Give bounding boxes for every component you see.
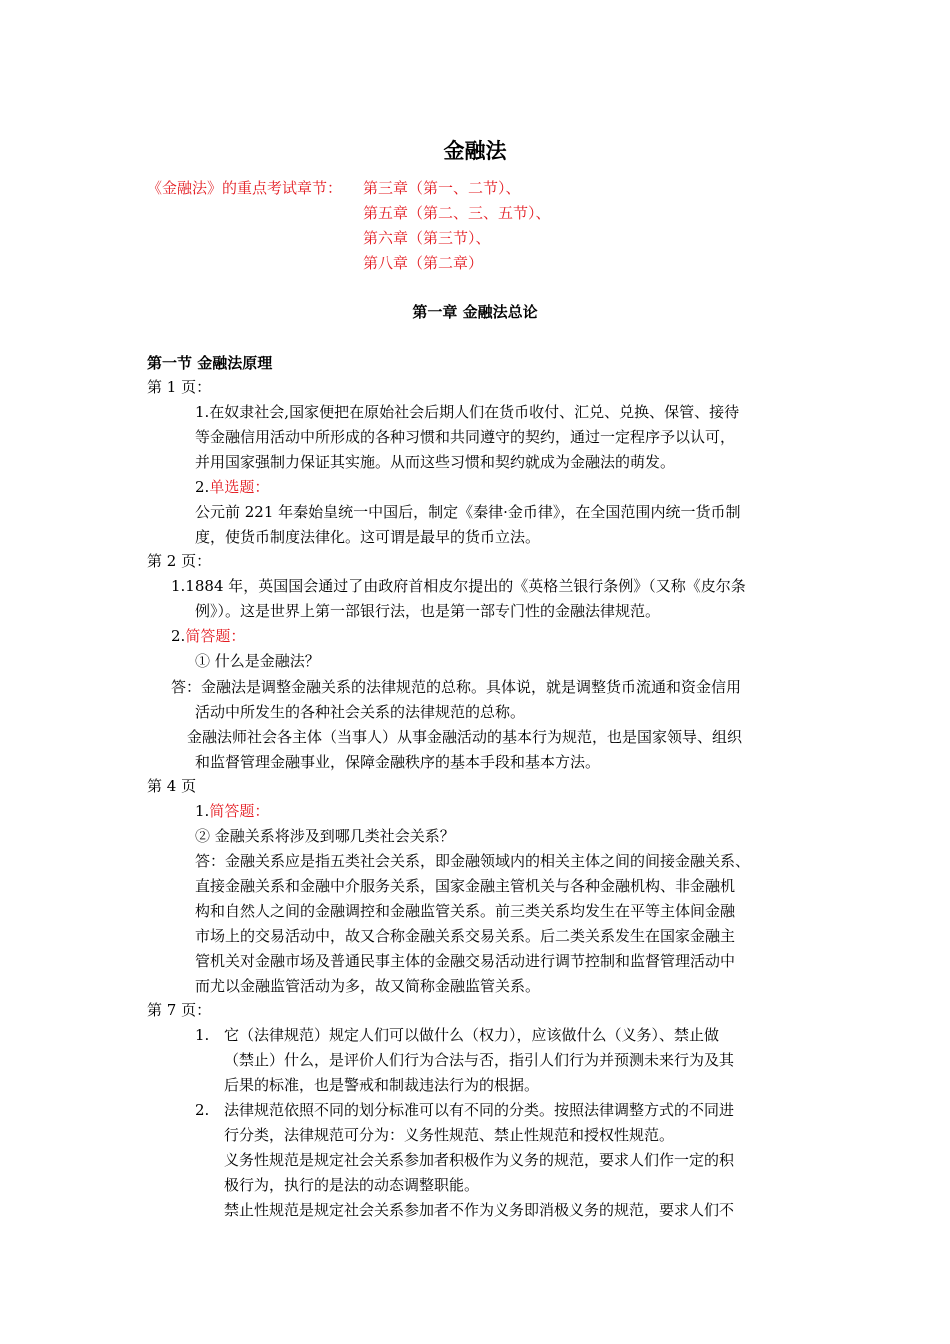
exam-focus-item: 第三章（第一、二节）、 <box>363 179 521 197</box>
question-type-tag: 简答题： <box>209 802 270 820</box>
answer-line: 市场上的交易活动中，故又合称金融关系交易关系。后二类关系发生在国家金融主 <box>195 927 736 945</box>
exam-focus-label: 《金融法》的重点考试章节： <box>147 179 343 197</box>
paragraph-line: 等金融信用活动中所形成的各种习惯和共同遵守的契约，通过一定程序予以认可， <box>195 428 736 446</box>
paragraph-line: 后果的标准，也是警戒和制裁违法行为的根据。 <box>224 1076 540 1094</box>
question-line: ① 什么是金融法？ <box>195 652 320 670</box>
answer-line: 管机关对金融市场及普通民事主体的金融交易活动进行调节控制和监督管理活动中 <box>195 952 736 970</box>
question-type-line <box>195 477 269 497</box>
paragraph-line: 极行为，执行的是法的动态调整职能。 <box>224 1176 480 1194</box>
exam-focus-item: 第八章（第二章） <box>363 254 484 272</box>
answer-line: 直接金融关系和金融中介服务关系，国家金融主管机关与各种金融机构、非金融机 <box>195 877 736 895</box>
paragraph-line: 度，使货币制度法律化。这可谓是最早的货币立法。 <box>195 528 541 546</box>
list-number: 1. <box>195 1026 210 1044</box>
question-type-tag: 简答题： <box>185 627 246 645</box>
answer-line: 活动中所发生的各种社会关系的法律规范的总称。 <box>195 703 526 721</box>
paragraph-line: 公元前 221 年秦始皇统一中国后，制定《秦律·金币律》，在全国范围内统一货币制 <box>195 503 741 521</box>
document-title: 金融法 <box>443 139 507 163</box>
page-ref-label: 第 1 页： <box>147 378 212 396</box>
exam-focus-item: 第六章（第三节）、 <box>363 229 491 247</box>
answer-line: 构和自然人之间的金融调控和金融监管关系。前三类关系均发生在平等主体间金融 <box>195 902 736 920</box>
exam-focus-item: 第五章（第二、三、五节）、 <box>363 204 551 222</box>
paragraph-line: 例》）。这是世界上第一部银行法，也是第一部专门性的金融法律规范。 <box>195 602 661 620</box>
paragraph-line: 1.1884 年，英国国会通过了由政府首相皮尔提出的《英格兰银行条例》（又称《皮尔条 <box>171 577 746 595</box>
question-line: ② 金融关系将涉及到哪几类社会关系？ <box>195 827 455 845</box>
paragraph-line: 禁止性规范是规定社会关系参加者不作为义务即消极义务的规范，要求人们不 <box>224 1201 735 1219</box>
question-type-tag: 单选题： <box>209 478 270 496</box>
answer-line: 金融法师社会各主体（当事人）从事金融活动的基本行为规范，也是国家领导、组织 <box>187 728 743 746</box>
paragraph-line: 它（法律规范）规定人们可以做什么（权力），应该做什么（义务）、禁止做 <box>224 1026 720 1044</box>
paragraph-line: 行分类，法律规范可分为：义务性规范、禁止性规范和授权性规范。 <box>224 1126 675 1144</box>
answer-line: 而尤以金融监管活动为多，故又简称金融监管关系。 <box>195 977 541 995</box>
question-type-line <box>171 626 245 646</box>
chapter-heading: 第一章 金融法总论 <box>412 303 538 321</box>
paragraph-line: 并用国家强制力保证其实施。从而这些习惯和契约就成为金融法的萌发。 <box>195 453 676 471</box>
section-heading: 第一节 金融法原理 <box>147 354 273 372</box>
paragraph-line: 法律规范依照不同的划分标准可以有不同的分类。按照法律调整方式的不同进 <box>224 1101 735 1119</box>
paragraph-line: 义务性规范是规定社会关系参加者积极作为义务的规范，要求人们作一定的积 <box>224 1151 735 1169</box>
paragraph-line: （禁止）什么，是评价人们行为合法与否，指引人们行为并预测未来行为及其 <box>224 1051 735 1069</box>
answer-line: 答：金融法是调整金融关系的法律规范的总称。具体说，就是调整货币流通和资金信用 <box>171 678 742 696</box>
page-ref-label: 第 7 页： <box>147 1001 212 1019</box>
item-number: 2. <box>171 627 186 645</box>
paragraph-line: 1.在奴隶社会,国家便把在原始社会后期人们在货币收付、汇兑、兑换、保管、接待 <box>195 403 740 421</box>
page-ref-label: 第 2 页： <box>147 552 212 570</box>
answer-line: 答：金融关系应是指五类社会关系，即金融领域内的相关主体之间的间接金融关系、 <box>195 852 751 870</box>
question-type-line <box>195 801 269 821</box>
item-number: 2. <box>195 478 210 496</box>
item-number: 1. <box>195 802 210 820</box>
answer-line: 和监督管理金融事业，保障金融秩序的基本手段和基本方法。 <box>195 753 601 771</box>
list-number: 2. <box>195 1101 210 1119</box>
page-ref-label: 第 4 页 <box>147 777 197 795</box>
